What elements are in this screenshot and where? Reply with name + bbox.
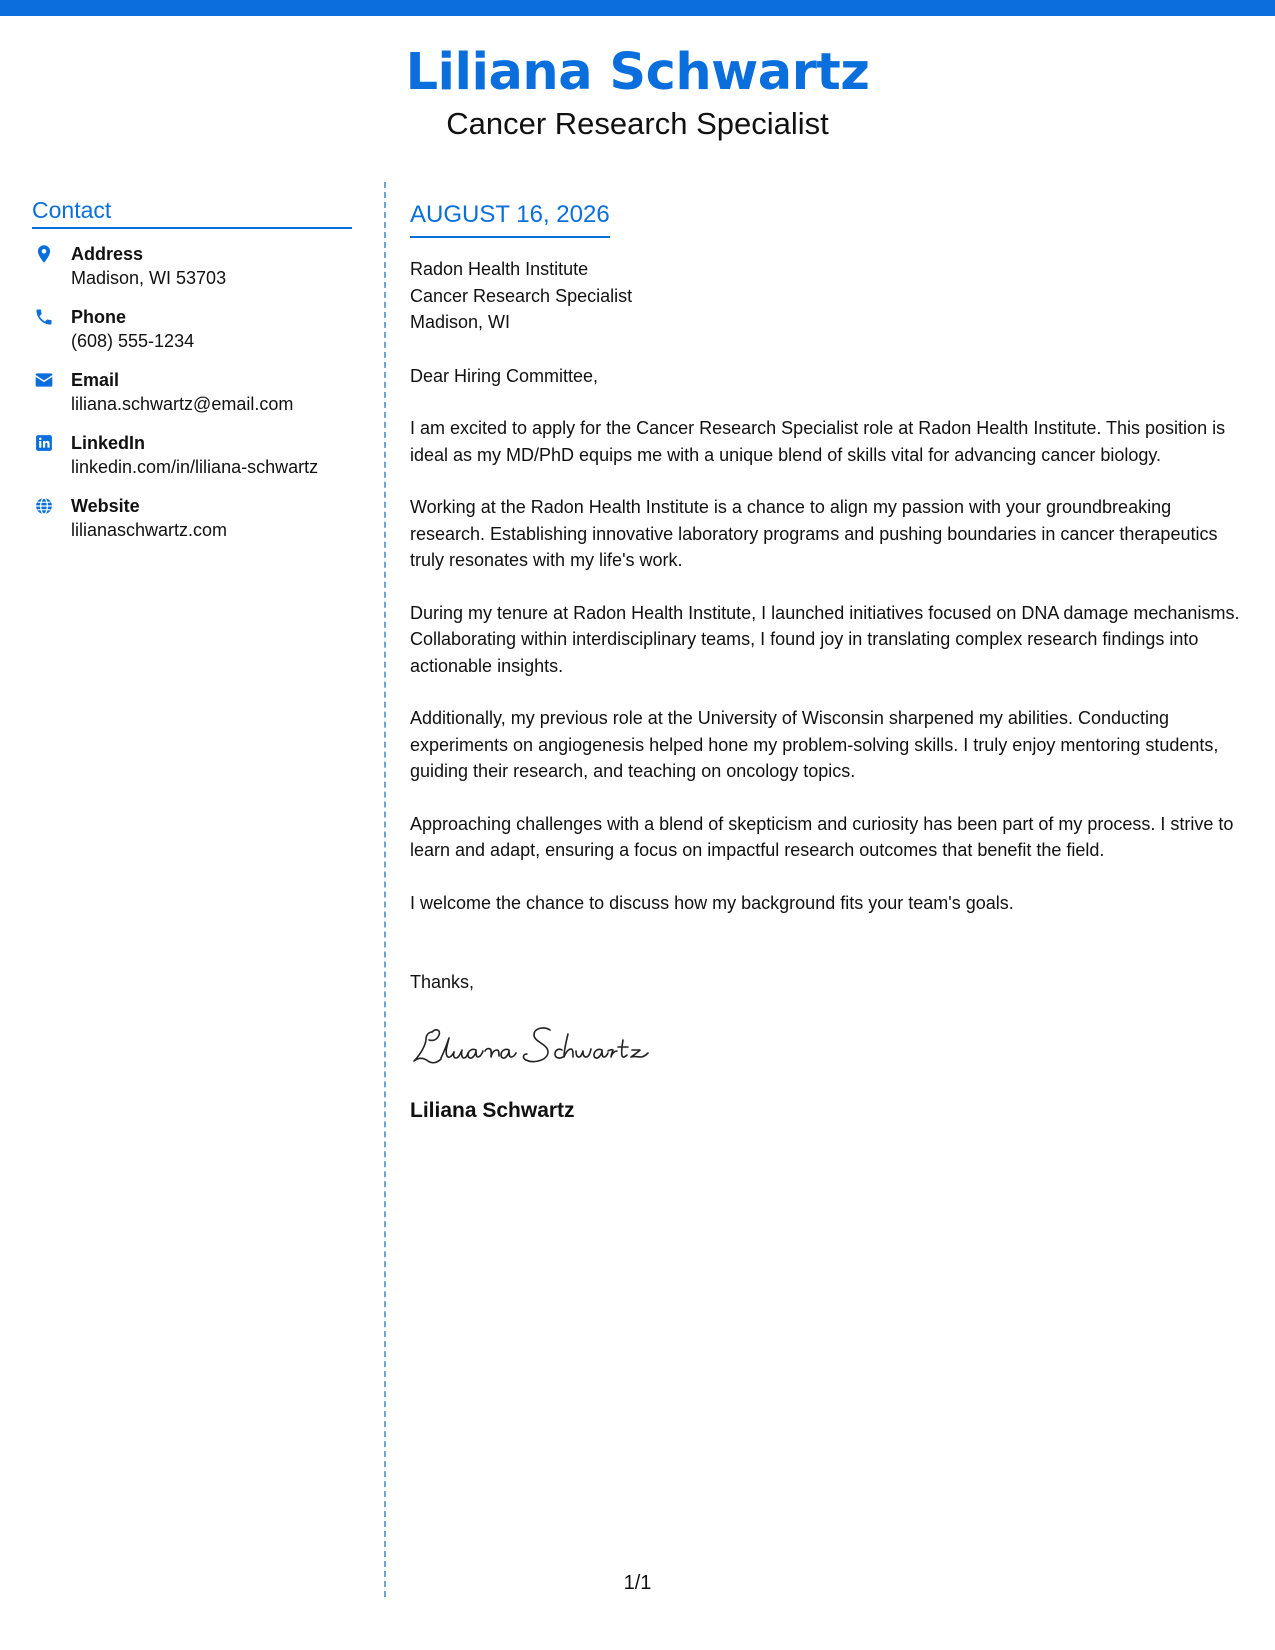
contact-value: liliana.schwartz@email.com — [71, 394, 294, 414]
contact-value: Madison, WI 53703 — [71, 268, 227, 288]
contact-item-address — [32, 242, 352, 305]
linkedin-icon — [34, 433, 54, 453]
letter-body — [410, 198, 1250, 1125]
signer-name: Liliana Schwartz — [410, 1098, 575, 1122]
letter-closing: Thanks, — [410, 972, 475, 992]
map-pin-icon — [34, 244, 54, 264]
contact-sidebar — [32, 196, 352, 557]
envelope-icon — [34, 370, 54, 390]
contact-label: LinkedIn — [71, 433, 146, 453]
page-number: 1/1 — [623, 1572, 652, 1594]
contact-label: Address — [71, 244, 144, 264]
recipient-organization: Radon Health Institute — [410, 259, 589, 279]
letter-date: AUGUST 16, 2026 — [410, 198, 610, 238]
globe-icon — [34, 496, 54, 516]
applicant-name: Liliana Schwartz — [405, 43, 870, 102]
contact-value: lilianaschwartz.com — [71, 520, 228, 540]
contact-label: Phone — [71, 307, 127, 327]
letter-greeting: Dear Hiring Committee, — [410, 365, 599, 386]
contact-label: Website — [71, 496, 140, 516]
phone-icon — [34, 307, 54, 327]
applicant-title: Cancer Research Specialist — [446, 106, 829, 141]
contact-item-email — [32, 368, 352, 431]
letter-paragraph: Working at the Radon Health Institute is a chance to align my passion with your groundbreaking research. Establishing innovative laboratory programs and pushing boundaries in cancer therapeutics truly resonates with my life's work. — [410, 497, 1218, 570]
contact-item-linkedin — [32, 431, 352, 494]
letter-paragraph: Approaching challenges with a blend of skepticism and curiosity has been part of my process. I strive to learn and adapt, ensuring a focus on impactful research outcomes that benefit the field. — [410, 813, 1234, 860]
letter-paragraph: Additionally, my previous role at the University of Wisconsin sharpened my abilities. Conducting experiments on angiogenesis helped hone my problem-solving skills. I truly enjoy mentoring students, guiding their research, and teaching on oncology topics. — [410, 708, 1219, 781]
letter-paragraph: During my tenure at Radon Health Institute, I launched initiatives focused on DNA damage mechanisms. Collaborating within interdisciplinary teams, I found joy in translating complex research findings into actionable insights. — [410, 602, 1240, 676]
top-accent-bar — [0, 0, 1275, 16]
letter-paragraph: I am excited to apply for the Cancer Research Specialist role at Radon Health Institute. This position is ideal as my MD/PhD equips me with a unique blend of skills vital for advancing cancer biology. — [410, 418, 1226, 465]
recipient-location: Madison, WI — [410, 312, 511, 332]
recipient-position: Cancer Research Specialist — [410, 285, 633, 306]
contact-list — [32, 242, 352, 557]
handwritten-signature — [410, 1020, 680, 1074]
letter-header — [0, 40, 1275, 144]
contact-value: (608) 555-1234 — [71, 331, 195, 351]
column-divider — [384, 182, 386, 1597]
recipient-block — [410, 256, 1250, 336]
contact-value: linkedin.com/in/liliana-schwartz — [71, 457, 319, 477]
contact-item-phone — [32, 305, 352, 368]
contact-label: Email — [71, 370, 120, 390]
contact-item-website — [32, 494, 352, 557]
contact-heading: Contact — [32, 196, 352, 229]
letter-paragraph: I welcome the chance to discuss how my background fits your team's goals. — [410, 892, 1014, 913]
